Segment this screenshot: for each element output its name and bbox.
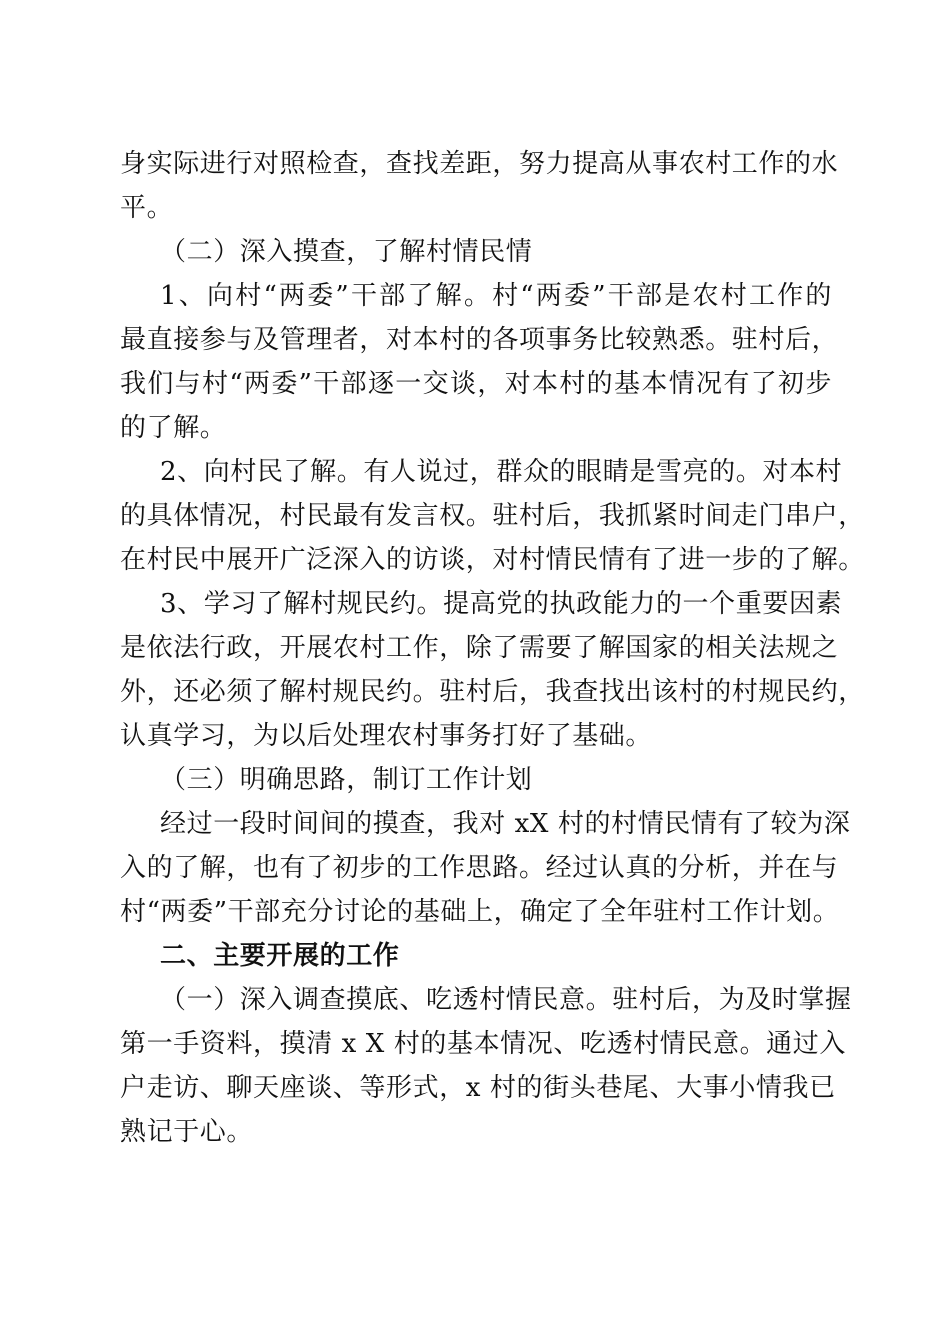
paragraph-line: 户走访、聊天座谈、等形式，x 村的街头巷尾、大事小情我已 [120, 1073, 836, 1103]
section-subheading: （三）明确思路，制订工作计划 [160, 765, 533, 795]
paragraph-line: 我们与村“两委”干部逐一交谈，对本村的基本情况有了初步 [120, 369, 832, 399]
paragraph-line: 外，还必须了解村规民约。驻村后，我查找出该村的村规民约， [120, 677, 865, 707]
paragraph-line: 熟记于心。 [120, 1117, 254, 1147]
paragraph-line: 第一手资料，摸清 x X 村的基本情况、吃透村情民意。通过入 [120, 1029, 846, 1059]
paragraph-line: 2、向村民了解。有人说过，群众的眼睛是雪亮的。对本村 [160, 457, 843, 487]
section-subheading: （二）深入摸查，了解村情民情 [160, 237, 533, 267]
paragraph-line: 身实际进行对照检查，查找差距，努力提高从事农村工作的水 [120, 149, 839, 179]
paragraph-line: （一）深入调查摸底、吃透村情民意。驻村后，为及时掌握 [160, 985, 852, 1015]
paragraph-line: 入的了解，也有了初步的工作思路。经过认真的分析，并在与 [120, 853, 839, 883]
paragraph-line: 是依法行政，开展农村工作，除了需要了解国家的相关法规之 [120, 633, 839, 663]
section-heading: 二、主要开展的工作 [160, 941, 400, 971]
paragraph-line: 的了解。 [120, 413, 227, 443]
paragraph-line: 1、向村“两委”干部了解。村“两委”干部是农村工作的 [160, 281, 832, 311]
paragraph-line: 平。 [120, 193, 174, 223]
paragraph-line: 认真学习，为以后处理农村事务打好了基础。 [120, 721, 653, 751]
paragraph-line: 最直接参与及管理者，对本村的各项事务比较熟悉。驻村后， [120, 325, 839, 355]
paragraph-line: 在村民中展开广泛深入的访谈，对村情民情有了进一步的了解。 [120, 545, 865, 575]
paragraph-line: 经过一段时间间的摸查，我对 xX 村的村情民情有了较为深 [160, 809, 851, 839]
paragraph-line: 村“两委”干部充分讨论的基础上，确定了全年驻村工作计划。 [120, 897, 840, 927]
paragraph-line: 的具体情况，村民最有发言权。驻村后，我抓紧时间走门串户， [120, 501, 865, 531]
paragraph-line: 3、学习了解村规民约。提高党的执政能力的一个重要因素 [160, 589, 843, 619]
